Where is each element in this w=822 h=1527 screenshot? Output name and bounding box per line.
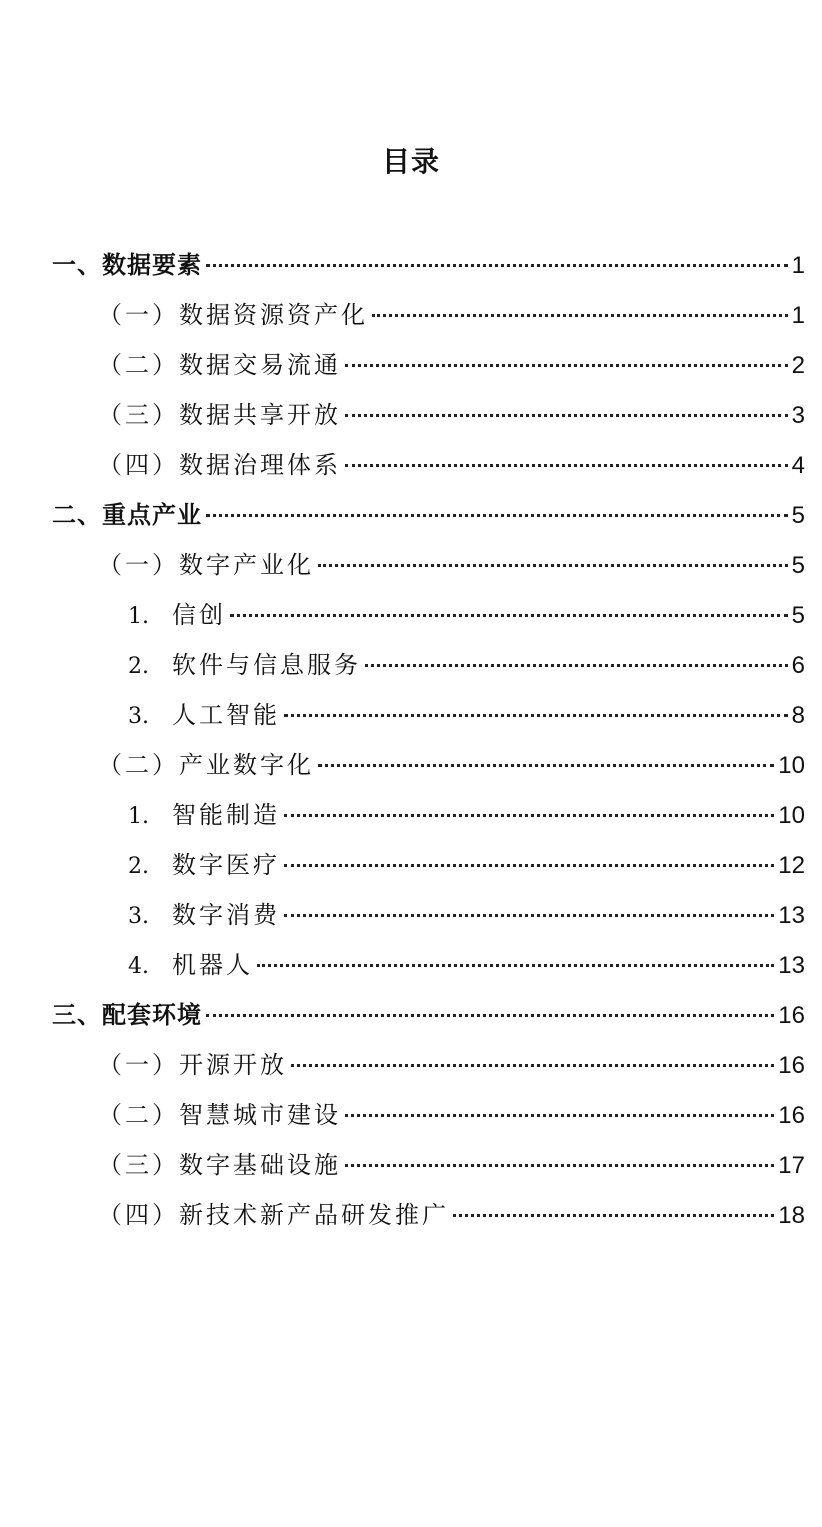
toc-entry-2[interactable] (52, 490, 805, 540)
toc-entry-1-1[interactable] (98, 290, 805, 340)
dot-leader (284, 814, 774, 817)
toc-entry-3-3[interactable] (98, 1140, 805, 1190)
dot-leader (206, 514, 788, 517)
toc-entry-text: （一）数据资源资产化 (98, 301, 368, 329)
dot-leader (284, 714, 788, 717)
toc-entry-2-2-2[interactable] (128, 840, 805, 890)
toc-entry-text: （二）数据交易流通 (98, 351, 341, 379)
toc-entry-2-2-3[interactable] (128, 890, 805, 940)
toc-entry-number: 1. (128, 804, 149, 829)
toc-page-number: 5 (791, 552, 805, 579)
dot-leader (257, 964, 774, 967)
toc-page-number: 17 (778, 1152, 805, 1179)
toc-entry-number: 1. (128, 604, 149, 629)
toc-entry-number: 2. (128, 854, 149, 879)
toc-page-number: 5 (791, 602, 805, 629)
dot-leader (206, 1014, 774, 1017)
dot-leader (345, 414, 788, 417)
toc-entry-3-4[interactable] (98, 1190, 805, 1240)
toc-entry-number: 3. (128, 904, 149, 929)
toc-entry-text: 软件与信息服务 (172, 651, 361, 679)
toc-entry-text: （三）数据共享开放 (98, 401, 341, 429)
toc-entry-label (128, 840, 280, 892)
toc-entry-3-2[interactable] (98, 1090, 805, 1140)
toc-entry-number: 4. (128, 954, 149, 979)
toc-page-number: 16 (778, 1102, 805, 1129)
toc-entry-text: 机器人 (172, 951, 253, 979)
toc-entry-3-1[interactable] (98, 1040, 805, 1090)
toc-entry-2-1-3[interactable] (128, 690, 805, 740)
toc-entry-text: 三、配套环境 (52, 1001, 202, 1029)
toc-entry-2-2-4[interactable] (128, 940, 805, 990)
toc-entry-text: 数字医疗 (172, 851, 280, 879)
dot-leader (230, 614, 788, 617)
toc-entry-2-2[interactable] (98, 740, 805, 790)
toc-entry-label (128, 590, 226, 642)
dot-leader (372, 314, 788, 317)
toc-page-number: 2 (791, 352, 805, 379)
toc-page-number: 18 (778, 1202, 805, 1229)
toc-entry-1-2[interactable] (98, 340, 805, 390)
toc-page-number: 12 (778, 852, 805, 879)
toc-page-number: 10 (778, 802, 805, 829)
toc-page-number: 8 (791, 702, 805, 729)
toc-entry-text: 数字消费 (172, 901, 280, 929)
toc-page-number: 10 (778, 752, 805, 779)
toc-entry-1-4[interactable] (98, 440, 805, 490)
toc-entry-text: （四）数据治理体系 (98, 451, 341, 479)
toc-entry-label (128, 790, 280, 842)
toc-page-number: 16 (778, 1052, 805, 1079)
toc-entry-1[interactable] (52, 240, 805, 290)
toc-entry-1-3[interactable] (98, 390, 805, 440)
toc-entry-label (128, 890, 280, 942)
toc-page-number: 6 (791, 652, 805, 679)
dot-leader (206, 264, 788, 267)
dot-leader (345, 364, 788, 367)
toc-entry-number: 3. (128, 704, 149, 729)
toc-entry-text: （四）新技术新产品研发推广 (98, 1201, 449, 1229)
toc-entry-2-1-1[interactable] (128, 590, 805, 640)
toc-entry-2-1[interactable] (98, 540, 805, 590)
dot-leader (453, 1214, 774, 1217)
toc-entry-label (128, 640, 361, 692)
toc-entry-text: 智能制造 (172, 801, 280, 829)
dot-leader (284, 914, 774, 917)
toc-entry-text: 二、重点产业 (52, 501, 202, 529)
dot-leader (318, 764, 774, 767)
toc-entry-text: 一、数据要素 (52, 251, 202, 279)
toc-entry-text: 信创 (172, 601, 226, 629)
toc-entry-text: 人工智能 (172, 701, 280, 729)
dot-leader (284, 864, 774, 867)
dot-leader (345, 1114, 774, 1117)
toc-entry-label (128, 940, 253, 992)
toc-page-number: 1 (791, 302, 805, 329)
page-title: 目录 (381, 145, 440, 178)
toc-page-number: 13 (778, 952, 805, 979)
toc-page-number: 1 (791, 252, 805, 279)
dot-leader (345, 464, 788, 467)
dot-leader (318, 564, 788, 567)
toc-entry-text: （二）产业数字化 (98, 751, 314, 779)
toc-entry-text: （二）智慧城市建设 (98, 1101, 341, 1129)
toc-entry-text: （一）开源开放 (98, 1051, 287, 1079)
toc-page-number: 13 (778, 902, 805, 929)
dot-leader (345, 1164, 774, 1167)
toc-entry-2-2-1[interactable] (128, 790, 805, 840)
toc-page-number: 3 (791, 402, 805, 429)
toc-entry-3[interactable] (52, 990, 805, 1040)
toc-entry-text: （三）数字基础设施 (98, 1151, 341, 1179)
toc-entry-2-1-2[interactable] (128, 640, 805, 690)
toc-entry-text: （一）数字产业化 (98, 551, 314, 579)
dot-leader (365, 664, 788, 667)
toc-entry-number: 2. (128, 654, 149, 679)
toc-page-number: 16 (778, 1002, 805, 1029)
toc-entry-label (128, 690, 280, 742)
toc-page-number: 4 (791, 452, 805, 479)
toc-page-number: 5 (791, 502, 805, 529)
dot-leader (291, 1064, 774, 1067)
